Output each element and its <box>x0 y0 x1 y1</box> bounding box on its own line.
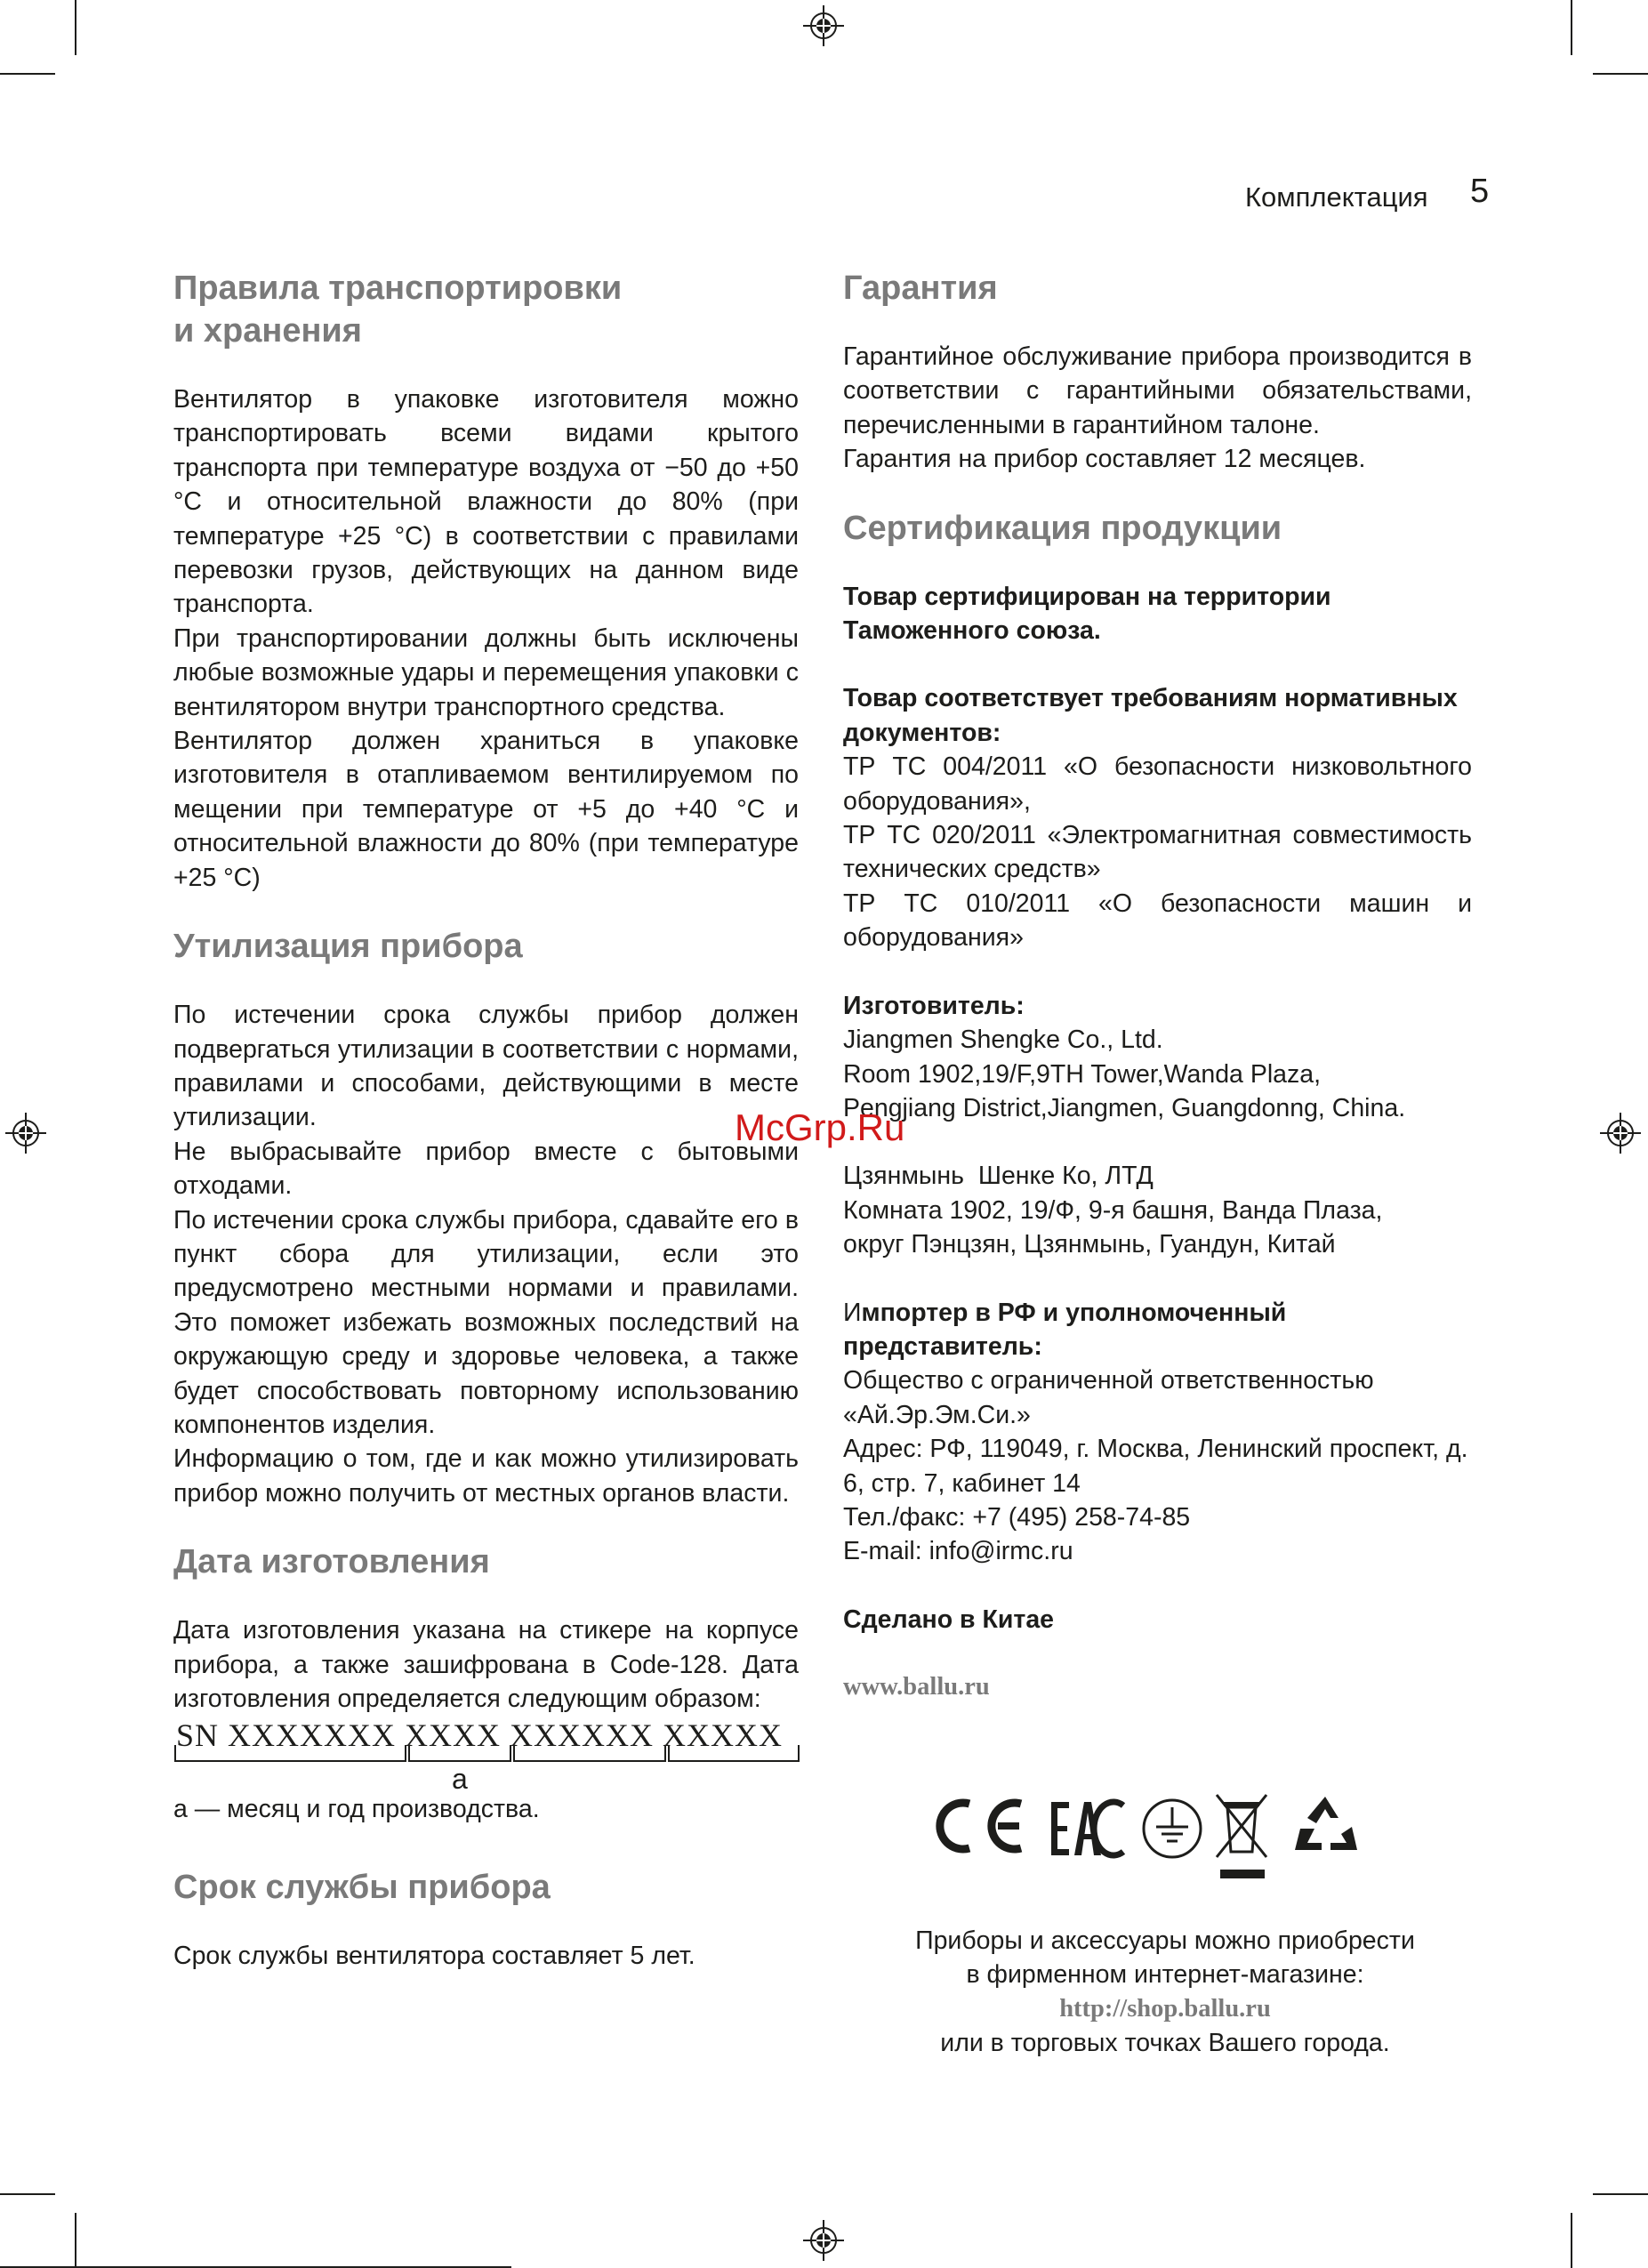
date-paragraph: Дата изготовления указана на стикере на корпусе прибора, а также зашифрована в Code-128. Дата изготовления определяется следующим образом: <box>173 1616 799 1713</box>
crop-mark <box>1571 2213 1572 2268</box>
right-column <box>843 267 1472 1705</box>
crossed-bin-icon <box>1217 1795 1266 1878</box>
crop-mark <box>75 2213 76 2268</box>
manufacturer-label: Изготовитель: <box>843 991 1025 1020</box>
left-column <box>173 267 799 1716</box>
transport-title: Правила транспортировки и хранения <box>173 269 623 350</box>
cert-document: ТР ТС 010/2011 «О безопасности машин и оборудования» <box>843 889 1472 953</box>
watermark: McGrp.Ru <box>735 1106 905 1148</box>
disposal-paragraph: Информацию о том, где и как можно утилизировать прибор можно получить от местных органов власти. <box>173 1444 799 1508</box>
serial-note: a — месяц и год производства. <box>173 1795 540 1823</box>
certification-icons <box>934 1788 1396 1886</box>
warranty-paragraph: Гарантия на прибор составляет 12 месяцев. <box>843 445 1366 474</box>
crop-mark <box>1593 73 1648 75</box>
shop-footer <box>854 1924 1476 2061</box>
made-in: Сделано в Китае <box>843 1604 1055 1634</box>
importer-line: Адрес: РФ, 119049, г. Москва, Ленинский проспект, д. 6, стр. 7, кабинет 14 <box>843 1435 1468 1498</box>
shop-link[interactable]: http://shop.ballu.ru <box>1059 1994 1271 2023</box>
manufacturer-ru-line: округ Пэнцзян, Цзянмынь, Гуандун, Китай <box>843 1230 1336 1259</box>
ce-mark-icon <box>940 1803 1021 1849</box>
eac-mark-icon <box>1051 1802 1123 1855</box>
service-title: Срок службы прибора <box>173 1869 551 1906</box>
warranty-title: Гарантия <box>843 269 998 307</box>
serial-brackets <box>174 1743 800 1763</box>
importer-label: Импортер в РФ и уполномоченный представитель: <box>843 1298 1287 1361</box>
manufacturer-line: Pengjiang District,Jiangmen, Guangdonng, China. <box>843 1093 1406 1122</box>
cert-document: ТР ТС 004/2011 «О безопасности низковольтного оборудования», <box>843 752 1472 816</box>
service-block <box>173 1866 799 1973</box>
warranty-paragraph: Гарантийное обслуживание прибора производится в соответствии с гарантийными обязательствами, перечисленными в гарантийном талоне. <box>843 342 1472 439</box>
disposal-title: Утилизация прибора <box>173 928 523 966</box>
ground-symbol-icon <box>1144 1800 1201 1857</box>
footer-line: или в торговых точках Вашего города. <box>940 2029 1390 2058</box>
page-number: 5 <box>1470 173 1490 210</box>
cert-document: ТР ТС 020/2011 «Электромагнитная совместимость технических средств» <box>843 821 1472 884</box>
website-link[interactable]: www.ballu.ru <box>843 1673 990 1701</box>
manufacturer-ru-line: Цзянмынь Шенке Ко, ЛТД <box>843 1162 1154 1191</box>
registration-mark-icon <box>803 5 844 46</box>
manufacturer-ru-line: Комната 1902, 19/Ф, 9-я башня, Ванда Плаза, <box>843 1195 1383 1225</box>
service-paragraph: Срок службы вентилятора составляет 5 лет. <box>173 1942 695 1970</box>
cert-requirements: Товар соответствует требованиям нормативных документов: <box>843 684 1458 747</box>
registration-mark-icon <box>1600 1113 1641 1154</box>
registration-mark-icon <box>5 1113 46 1154</box>
importer-line: Общество с ограниченной ответственностью «Ай.Эр.Эм.Си.» <box>843 1366 1374 1429</box>
registration-mark-icon <box>803 2220 844 2261</box>
transport-paragraph: При транспортировании должны быть исключены любые возможные удары и перемещения упаковки с вентилятором внутри транспортного средства. <box>173 623 799 721</box>
cert-title: Сертификация продукции <box>843 509 1282 547</box>
crop-mark <box>1593 2193 1648 2195</box>
footer-line: Приборы и аксессуары можно приобрести <box>915 1926 1415 1955</box>
crop-mark <box>0 2193 55 2195</box>
recycle-icon <box>1295 1797 1357 1850</box>
running-header: Комплектация <box>1245 181 1428 213</box>
serial-number-format: SN XXXXXXX XXXX XXXXXX XXXXX <box>176 1717 783 1753</box>
crop-mark <box>1571 0 1572 55</box>
crop-mark <box>75 0 76 55</box>
manufacturer-line: Jiangmen Shengke Co., Ltd. <box>843 1025 1163 1055</box>
serial-marker: a <box>452 1763 468 1795</box>
cert-statement: Товар сертифицирован на территории Таможенного союза. <box>843 582 1331 646</box>
manufacturer-line: Room 1902,19/F,9TH Tower,Wanda Plaza, <box>843 1059 1322 1089</box>
footer-line: в фирменном интернет-магазине: <box>966 1960 1364 1990</box>
date-title: Дата изготовления <box>173 1543 490 1581</box>
transport-paragraph: Вентилятор должен храниться в упаковке изготовителя в отапливаемом вентилируемом по мещении при температуре от +5 до +40 °С и относительной влажности до 80% (при температуре +25 °С) <box>173 727 799 892</box>
crop-mark <box>0 73 55 75</box>
disposal-paragraph: Не выбрасывайте прибор вместе с бытовыми отходами. <box>173 1137 799 1201</box>
disposal-paragraph: По истечении срока службы прибор должен подвергаться утилизации в соответствии с нормами, правилами и способами, действующими в месте утилизации. <box>173 1001 799 1132</box>
importer-email[interactable]: E-mail: info@irmc.ru <box>843 1537 1073 1566</box>
disposal-paragraph: По истечении срока службы прибора, сдавайте его в пункт сбора для утилизации, если это предусмотрено местными нормами и правилами. Это поможет избежать возможных последствий на окружающую среду и здоровье человека, а также будет способствовать повторному использованию компонентов изделия. <box>173 1205 799 1439</box>
importer-line: Тел./факс: +7 (495) 258-74-85 <box>843 1502 1191 1532</box>
transport-paragraph: Вентилятор в упаковке изготовителя можно транспортировать всеми видами крытого транспорта при температуре воздуха от −50 до +50 °С и относительной влажности до 80% (при температуре +25 °С) в соответствии с правилами перевозки грузов, действующих на данном виде транспорта. <box>173 385 799 619</box>
